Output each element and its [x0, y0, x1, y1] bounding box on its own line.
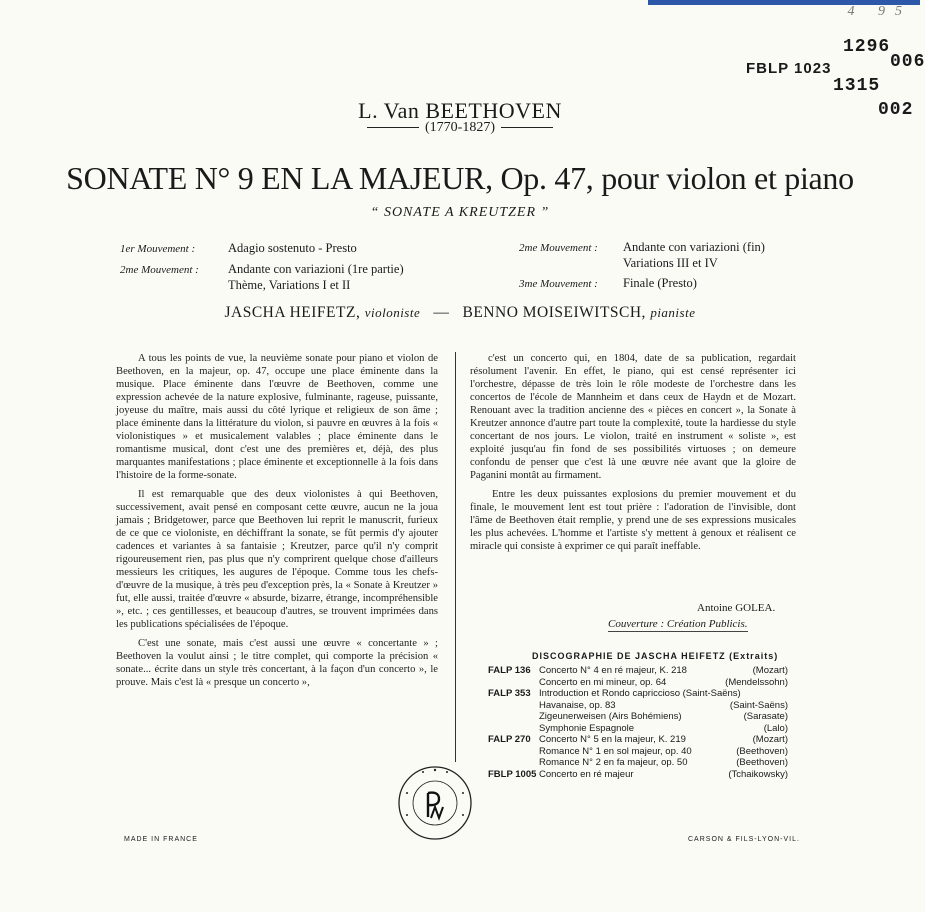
- notes-paragraph: C'est une sonate, mais c'est aussi une œuvre « concertante » ; Beethoven la voulut ainsi ; le titre complet, qui comporte la précision « sonate... écrite dans un style très concertant, à la façon d'un concerto », le prouve. Mais c'est là « presque un concerto »,: [116, 638, 438, 688]
- printer-credit: CARSON & FILS-LYON-VIL.: [688, 836, 800, 843]
- discography-row: [488, 700, 788, 712]
- discography-composer: (Lalo): [763, 722, 788, 734]
- notes-paragraph: c'est un concerto qui, en 1804, date de sa publication, regardait résolument l'avenir. En effet, le piano, qui est censé représenter ici l'orchestre, dépasse de très loin le rôle modeste de l'orchestre dans les concertos de l'école de Mannheim et dans ceux de Haydn et de Mozart. Renouant avec la tradition ancienne des « pièces en concert », la Sonate à Kreutzer annonce d'autre part toute la complexité, toute la hardiesse du style concertant de nos jours. Le violon, traité en instrument « soliste », est exploité jusqu'au fin fond de ses possibilités virtuoses ; on demeure confondu de penser que c'est là une œuvre née avant que la gloire de Paganini montât au firmament.: [470, 353, 796, 481]
- discography-composer: (Saint-Saëns): [729, 699, 788, 711]
- liner-notes-left: [116, 352, 438, 695]
- notes-paragraph: Il est remarquable que des deux violonistes à qui Beethoven, successivement, avait pensé en composant cette œuvre, aucun ne la joua jamais ; Bridgetower, parce que Beethoven lui reprit le manuscrit, furieux de ce que ce violoniste, en déchiffrant la sonate, se fût permis d'y ajouter cadences et variantes à sa fantaisie ; Kreutzer, parce qu'il n'y comprit rigoureusement rien, pas plus que n'y comprirent quelque chose d'ailleurs messieurs les critiques, les augures de l'époque. Comme tous les chefs-d'œuvre de la musique, à très peu d'exception près, la « Sonate à Kreutzer » fut, elle aussi, traitée d'œuvre « absurde, bizarre, étrange, incompréhensible », etc. ; ces gentillesses, et beaucoup d'autres, se trouvent imprimées dans les publications spécialisées de l'époque.: [116, 489, 438, 630]
- discography-composer: (Mozart): [752, 734, 788, 745]
- discography-row: [488, 734, 788, 746]
- discography-work: Concerto N° 4 en ré majeur, K. 218: [539, 665, 687, 676]
- discography-composer: (Beethoven): [736, 745, 788, 757]
- discography-row: [488, 677, 788, 689]
- discography-work: Concerto N° 5 en la majeur, K. 219: [539, 734, 686, 745]
- discography-work: Concerto en mi mineur, op. 64: [539, 676, 667, 688]
- discography-row: [488, 688, 788, 700]
- discography-composer: (Sarasate): [743, 711, 788, 722]
- discography-title: DISCOGRAPHIE DE JASCHA HEIFETZ (Extraits): [532, 651, 779, 661]
- discography-catalog: FBLP 1005: [488, 768, 537, 780]
- discography-work: Zigeunerweisen (Airs Bohémiens): [539, 711, 682, 722]
- discography-work: Introduction et Rondo capriccioso (Saint-Saëns): [539, 688, 741, 699]
- work-subtitle: “ SONATE A KREUTZER ”: [370, 205, 550, 220]
- stamp-number-1: 1296: [843, 37, 891, 57]
- composer-dates: (1770-1827): [0, 120, 920, 136]
- stamp-number-3: 1315: [833, 76, 881, 96]
- cover-credit: Couverture : Création Publicis.: [608, 618, 748, 630]
- label-logo: [395, 763, 475, 848]
- catalog-number: FBLP 1023: [746, 60, 832, 77]
- column-divider: [455, 352, 456, 762]
- pathe-marconi-logo-icon: [395, 763, 475, 843]
- composer-name: L. Van BEETHOVEN: [358, 98, 562, 123]
- discography-work: Havanaise, op. 83: [539, 699, 616, 711]
- discography-work: Concerto en ré majeur: [539, 768, 634, 780]
- movement-3: 3me Mouvement : Finale (Presto): [519, 276, 697, 290]
- liner-notes-right: [470, 352, 796, 559]
- discography-list: [488, 665, 788, 780]
- discography-composer: (Tchaikowsky): [728, 768, 788, 780]
- work-title: SONATE N° 9 EN LA MAJEUR, Op. 47, pour violon et piano: [66, 160, 854, 196]
- stamp-number-2: 006: [890, 52, 925, 72]
- discography-row: [488, 769, 788, 781]
- notes-author: Antoine GOLEA.: [697, 602, 776, 614]
- discography-catalog: FALP 353: [488, 688, 531, 699]
- performers: JASCHA HEIFETZ, violoniste — BENNO MOISEIWITSCH, pianiste: [224, 304, 696, 321]
- discography-composer: (Mendelssohn): [725, 676, 788, 688]
- movement-1: 1er Mouvement : Adagio sostenuto - Presto: [120, 241, 357, 255]
- discography-row: [488, 665, 788, 677]
- discography-row: [488, 746, 788, 758]
- movement-2a: 2me Mouvement : Andante con variazioni (1re partie) Thème, Variations I et II: [120, 262, 404, 292]
- discography-catalog: FALP 270: [488, 734, 531, 745]
- discography-work: Symphonie Espagnole: [539, 722, 635, 734]
- discography-row: [488, 757, 788, 769]
- discography-composer: (Beethoven): [736, 757, 788, 768]
- stamp-number-4: 002: [878, 100, 914, 120]
- notes-paragraph: Entre les deux puissantes explosions du premier mouvement et du finale, le mouvement lent est tout prière : l'adoration de l'invisible, dont l'âme de Beethoven était remplie, y prend une de ses expressions musicales les plus achevées. L'homme et l'artiste s'y mettent à genoux et réalisent ce miracle qui consiste à exprimer ce qui paraît ineffable.: [470, 489, 796, 552]
- made-in-france: MADE IN FRANCE: [124, 836, 198, 843]
- pencil-marks: 4 95: [847, 4, 912, 19]
- discography-work: Romance N° 2 en fa majeur, op. 50: [539, 757, 688, 768]
- notes-paragraph: A tous les points de vue, la neuvième sonate pour piano et violon de Beethoven, en la majeur, op. 47, occupe une place éminente dans la musique. Place éminente dans l'œuvre de Beethoven, comme une expression achevée de la nature explosive, fulminante, rageuse, puissante, joyeuse du maître, mais aussi du côté lyrique et religieux de son âme ; place éminente dans la littérature du violon, si pauvre en œuvres à la fois « violonistiques » et musicalement valables ; place éminente dans le romantisme musical, dont c'est une des premières et, déjà, des plus marquantes manifestations ; place éminente et exceptionnelle à la fois dans l'histoire de la forme-sonate.: [116, 353, 438, 481]
- discography-composer: (Mozart): [752, 665, 788, 676]
- movement-2b: 2me Mouvement : Andante con variazioni (fin) Variations III et IV: [519, 240, 765, 270]
- discography-row: [488, 723, 788, 735]
- discography-work: Romance N° 1 en sol majeur, op. 40: [539, 745, 692, 757]
- discography-row: [488, 711, 788, 723]
- discography-catalog: FALP 136: [488, 665, 531, 676]
